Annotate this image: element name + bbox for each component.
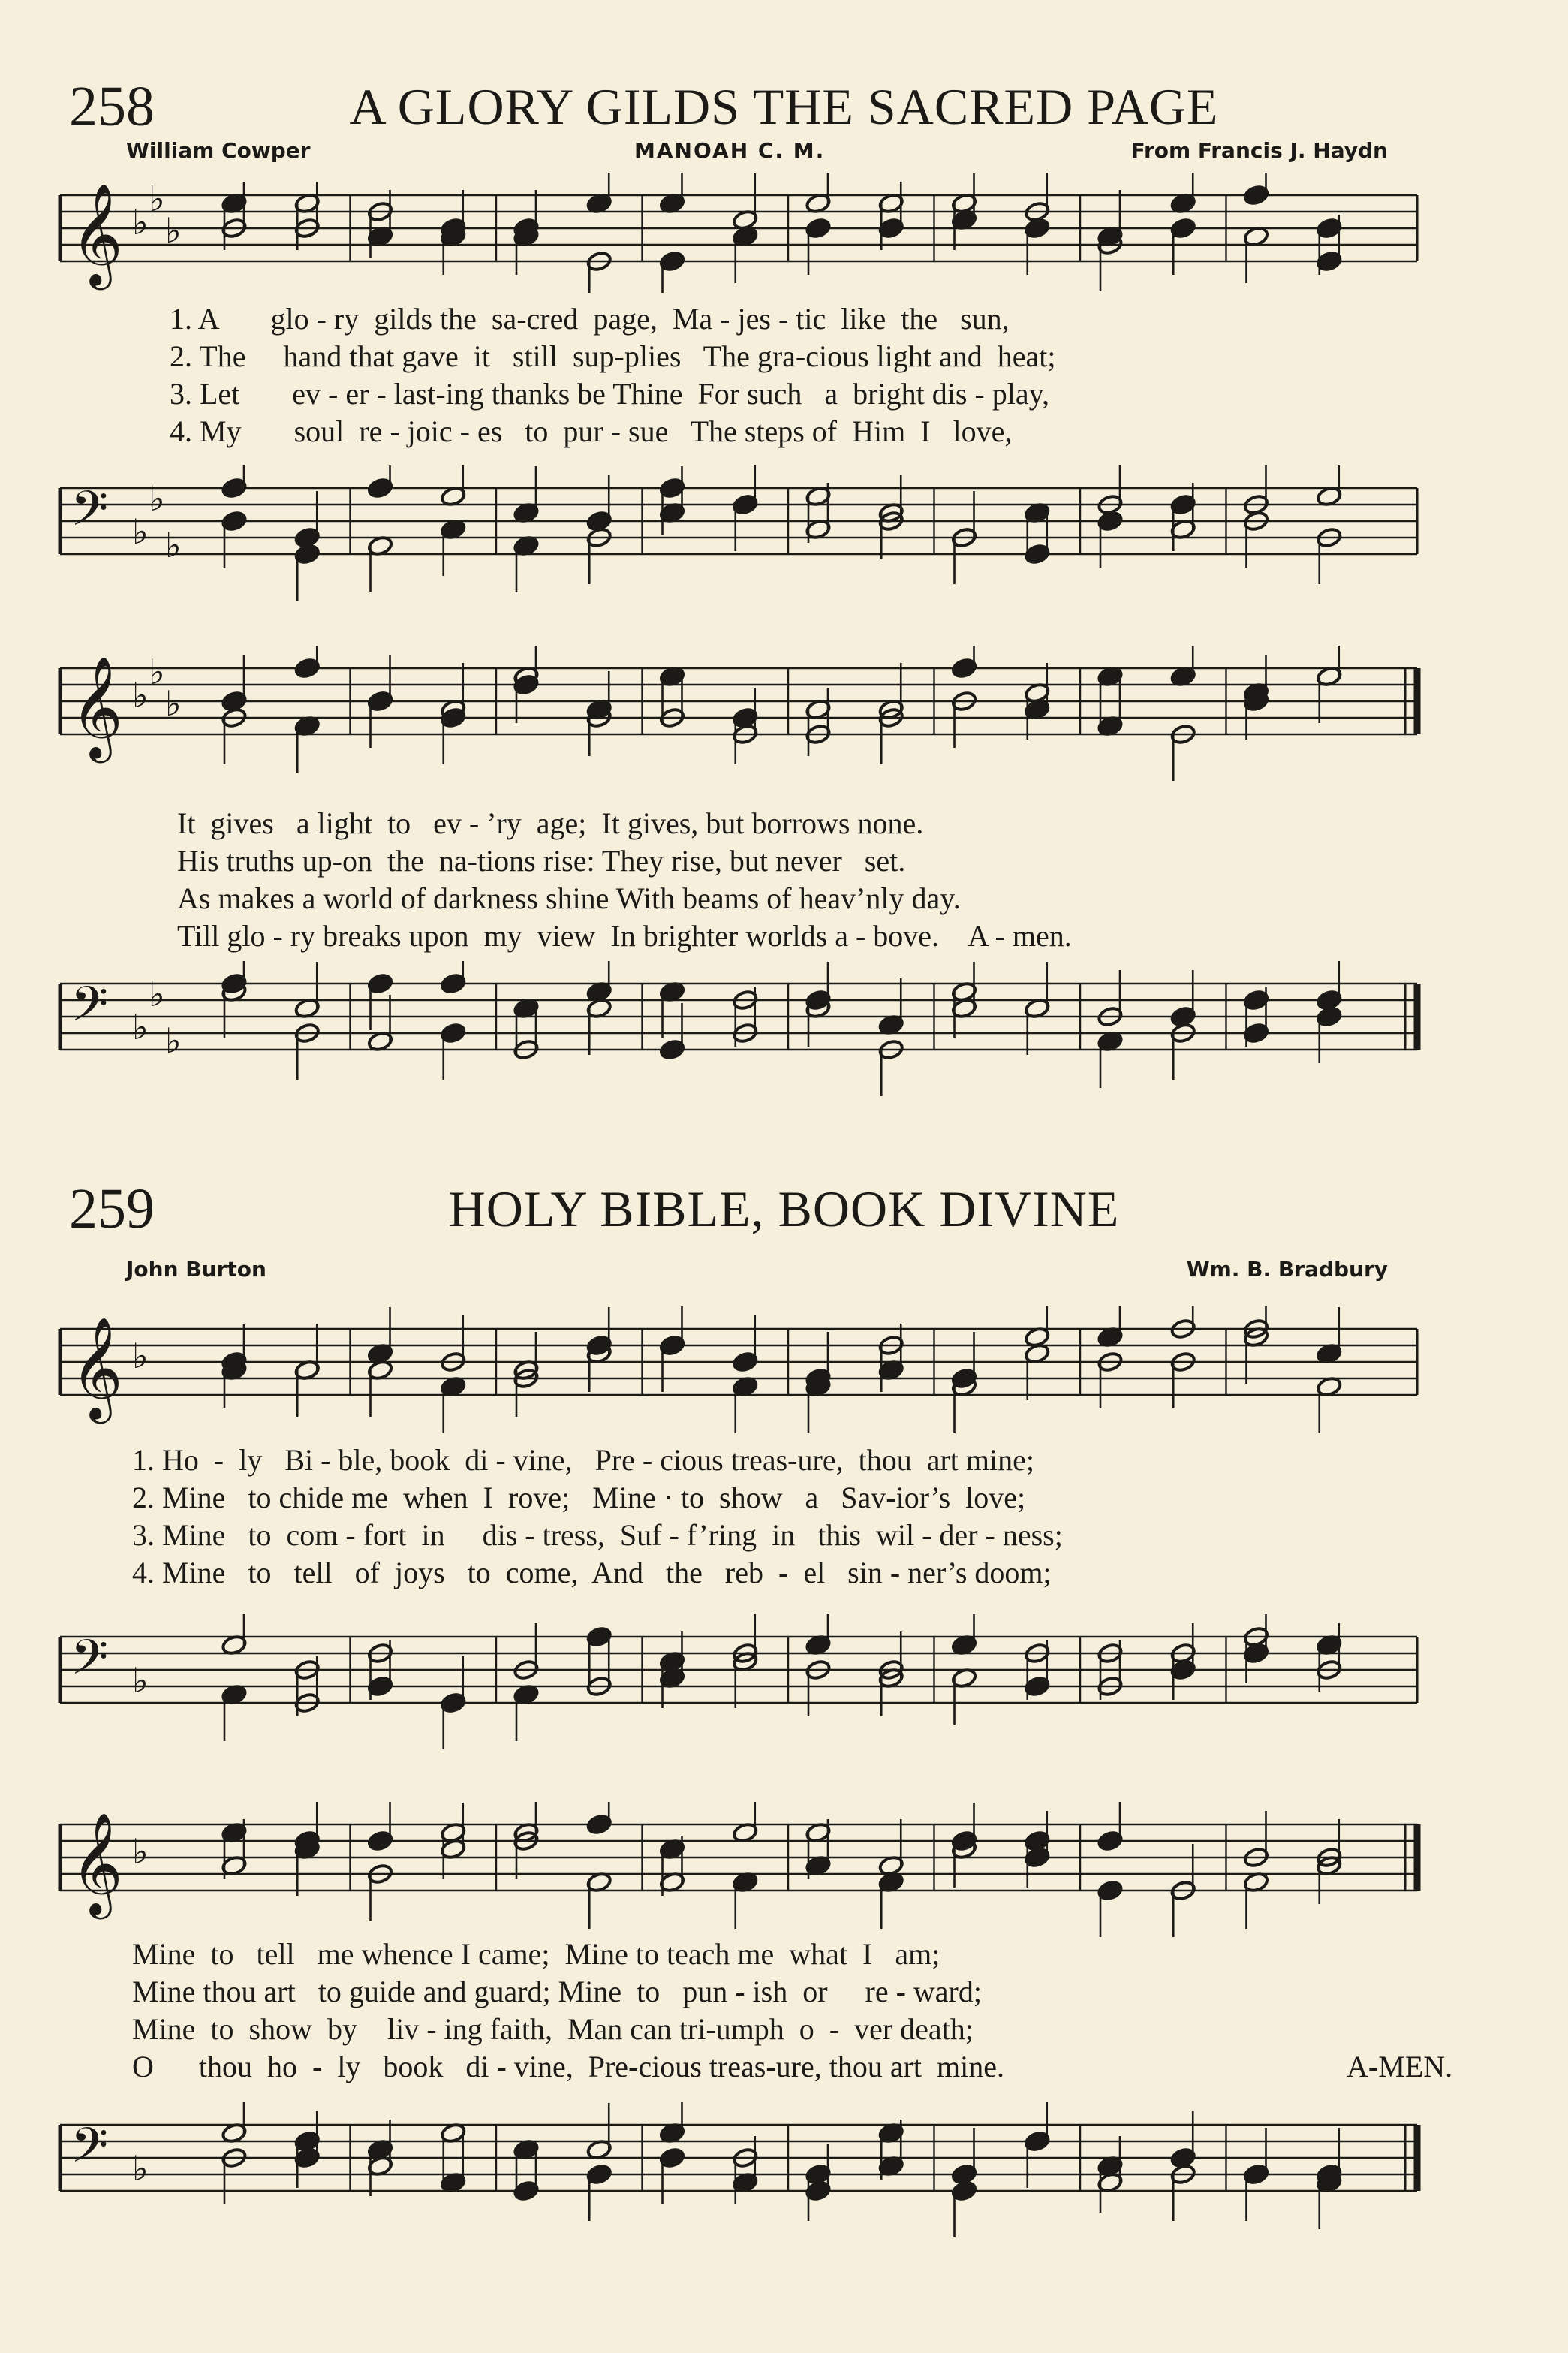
hymn-number: 258 [69, 75, 155, 138]
verse-line: 4. My soul re - joic - es to pur - sue The steps of Him I love, [170, 414, 1013, 448]
flat-icon: ♭ [149, 478, 165, 519]
verse-block [170, 300, 1521, 450]
flat-icon: ♭ [132, 1007, 149, 1047]
music-system [54, 646, 1435, 788]
bass-clef-icon: 𝄢 [71, 2118, 109, 2186]
verse-line: Mine to show by liv - ing faith, Man can tri-umph o - ver death; [132, 2012, 974, 2046]
flat-icon: ♭ [132, 511, 149, 552]
verse-line: Till glo - ry breaks upon my view In brighter worlds a - bove. A - men. [177, 919, 1072, 953]
hymn-credits [0, 1257, 1568, 1287]
flat-icon: ♭ [165, 210, 182, 251]
treble-staff [54, 1802, 1435, 1937]
flat-icon: ♭ [132, 1660, 149, 1701]
flat-icon: ♭ [132, 2148, 149, 2189]
music-system [54, 173, 1435, 293]
music-system [54, 961, 1435, 1104]
verse-block [177, 805, 1528, 955]
flat-icon: ♭ [149, 179, 165, 219]
verse-line: 2. Mine to chide me when I rove; Mine · to show a Sav-ior’s love; [132, 1481, 1026, 1514]
treble-staff [54, 646, 1435, 788]
flat-icon: ♭ [132, 1336, 149, 1376]
hymn-title: A GLORY GILDS THE SACRED PAGE [349, 78, 1219, 135]
hymn-credits [0, 138, 1568, 168]
author-credit: William Cowper [126, 138, 311, 163]
bass-clef-icon: 𝄢 [71, 481, 109, 549]
bass-staff [54, 2102, 1435, 2237]
flat-icon: ♭ [165, 683, 182, 724]
hymn-title: HOLY BIBLE, BOOK DIVINE [448, 1180, 1120, 1237]
flat-icon: ♭ [132, 1831, 149, 1872]
bass-staff [54, 1614, 1435, 1749]
verse-line: 2. The hand that gave it still sup-plies The gra-cious light and heat; [170, 339, 1056, 373]
composer-credit: From Francis J. Haydn [1130, 138, 1388, 163]
verse-line: Mine to tell me whence I came; Mine to teach me what I am; [132, 1937, 940, 1971]
verse-line: His truths up-on the na-tions rise: They rise, but never set. [177, 844, 906, 878]
verse-line: O thou ho - ly book di - vine, Pre-cious treas-ure, thou art mine. [132, 2050, 1004, 2083]
tune-name: MANOAH C. M. [634, 138, 826, 163]
bass-staff [54, 961, 1435, 1104]
treble-clef-icon: 𝄞 [71, 1315, 123, 1419]
treble-staff [54, 173, 1435, 293]
music-system [54, 465, 1435, 601]
music-system [54, 1802, 1435, 1937]
music-system [54, 1614, 1435, 1749]
author-credit: John Burton [126, 1257, 266, 1282]
bass-clef-icon: 𝄢 [71, 1630, 109, 1698]
flat-icon: ♭ [165, 525, 182, 565]
bass-staff [54, 465, 1435, 601]
flat-icon: ♭ [132, 202, 149, 243]
verse-line: 1. A glo - ry gilds the sa-cred page, Ma - jes - tic like the sun, [170, 302, 1010, 336]
verse-block [132, 1936, 1483, 2086]
amen-text: A-MEN. [1347, 2050, 1453, 2083]
hymn-header [0, 1177, 1568, 1240]
flat-icon: ♭ [165, 1020, 182, 1061]
verse-line: 3. Mine to com - fort in dis - tress, Suf - f’ring in this wil - der - ness; [132, 1518, 1063, 1552]
verse-line: 1. Ho - ly Bi - ble, book di - vine, Pre - cious treas-ure, thou art mine; [132, 1443, 1034, 1477]
verse-block [132, 1442, 1483, 1592]
verse-line: As makes a world of darkness shine With beams of heav’nly day. [177, 881, 961, 915]
bass-clef-icon: 𝄢 [71, 977, 109, 1044]
music-system [54, 1306, 1435, 1434]
composer-credit: Wm. B. Bradbury [1186, 1257, 1388, 1282]
treble-staff [54, 1306, 1435, 1434]
verse-line: 4. Mine to tell of joys to come, And the reb - el sin - ner’s doom; [132, 1556, 1052, 1589]
hymn-number: 259 [69, 1177, 155, 1240]
music-system [54, 2102, 1435, 2237]
treble-clef-icon: 𝄞 [71, 655, 123, 758]
hymn-header [0, 75, 1568, 138]
treble-clef-icon: 𝄞 [71, 1811, 123, 1915]
flat-icon: ♭ [149, 652, 165, 692]
treble-clef-icon: 𝄞 [71, 182, 123, 285]
verse-line: 3. Let ev - er - last-ing thanks be Thine For such a bright dis - play, [170, 377, 1049, 411]
verse-line: Mine thou art to guide and guard; Mine to pun - ish or re - ward; [132, 1975, 982, 2008]
verse-line: It gives a light to ev - ’ry age; It gives, but borrows none. [177, 806, 924, 840]
flat-icon: ♭ [132, 675, 149, 716]
flat-icon: ♭ [149, 974, 165, 1014]
